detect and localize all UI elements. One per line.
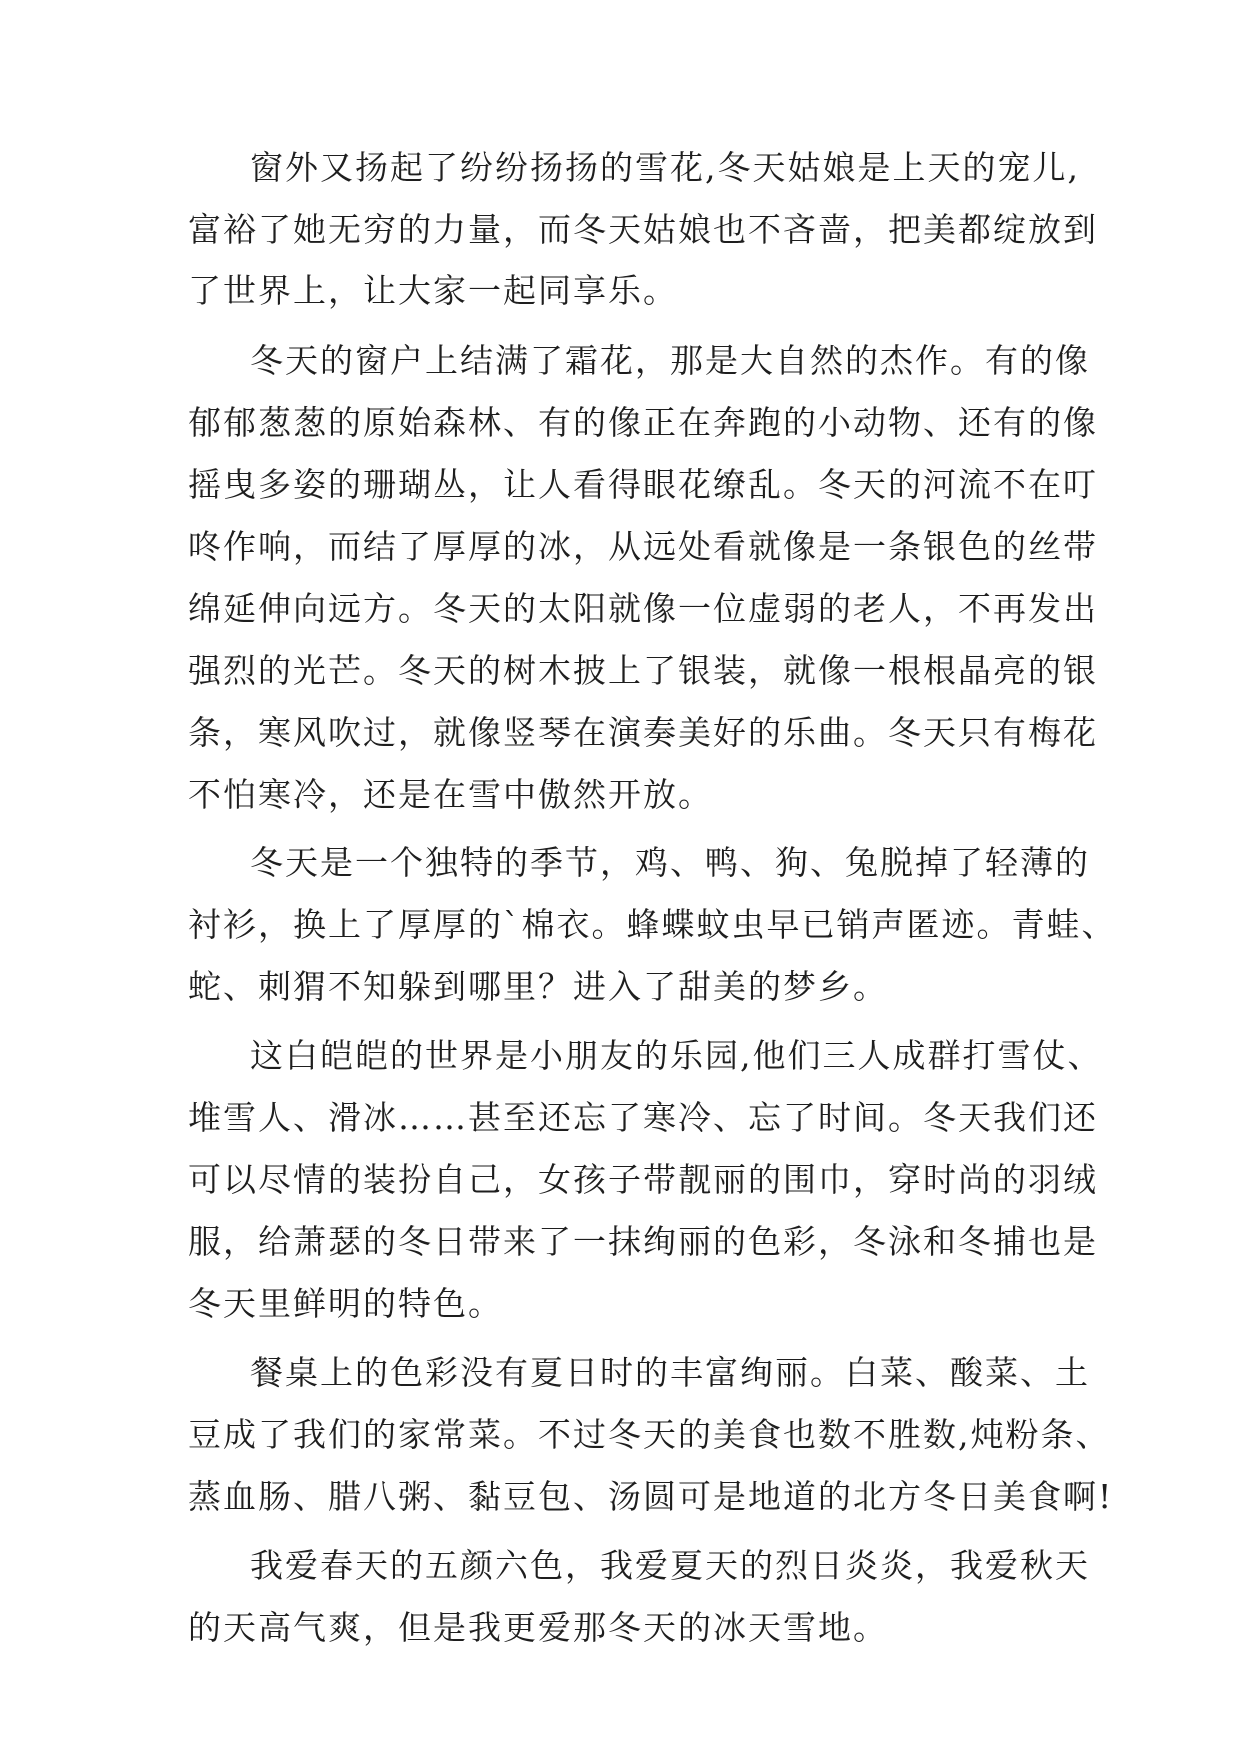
paragraph-4-line-4: 服，给萧瑟的冬日带来了一抹绚丽的色彩，冬泳和冬捕也是 bbox=[188, 1222, 1098, 1261]
paragraph-2-line-3: 摇曳多姿的珊瑚丛，让人看得眼花缭乱。冬天的河流不在叮 bbox=[188, 465, 1098, 504]
paragraph-2-line-4: 咚作响，而结了厚厚的冰，从远处看就像是一条银色的丝带 bbox=[188, 527, 1098, 566]
paragraph-5-line-1: 餐桌上的色彩没有夏日时的丰富绚丽。白菜、酸菜、土 bbox=[250, 1353, 1090, 1392]
paragraph-1-line-2: 富裕了她无穷的力量，而冬天姑娘也不吝啬，把美都绽放到 bbox=[188, 210, 1098, 249]
paragraph-2-line-6: 强烈的光芒。冬天的树木披上了银装，就像一根根晶亮的银 bbox=[188, 651, 1098, 690]
paragraph-2-line-2: 郁郁葱葱的原始森林、有的像正在奔跑的小动物、还有的像 bbox=[188, 403, 1098, 442]
paragraph-2-line-1: 冬天的窗户上结满了霜花，那是大自然的杰作。有的像 bbox=[250, 341, 1090, 380]
paragraph-4-line-5: 冬天里鲜明的特色。 bbox=[188, 1284, 503, 1323]
paragraph-6-line-2: 的天高气爽，但是我更爱那冬天的冰天雪地。 bbox=[188, 1608, 888, 1647]
paragraph-6-line-1: 我爱春天的五颜六色，我爱夏天的烈日炎炎，我爱秋天 bbox=[250, 1546, 1090, 1585]
paragraph-3-line-1: 冬天是一个独特的季节，鸡、鸭、狗、兔脱掉了轻薄的 bbox=[250, 843, 1090, 882]
paragraph-3-line-2: 衬衫，换上了厚厚的`棉衣。蜂蝶蚊虫早已销声匿迹。青蛙、 bbox=[188, 905, 1117, 944]
paragraph-1-line-1: 窗外又扬起了纷纷扬扬的雪花,冬天姑娘是上天的宠儿, bbox=[250, 148, 1080, 187]
paragraph-1-line-3: 了世界上，让大家一起同享乐。 bbox=[188, 271, 678, 310]
paragraph-2-line-5: 绵延伸向远方。冬天的太阳就像一位虚弱的老人，不再发出 bbox=[188, 589, 1098, 628]
paragraph-4-line-1: 这白皑皑的世界是小朋友的乐园,他们三人成群打雪仗、 bbox=[250, 1036, 1103, 1075]
paragraph-5-line-3: 蒸血肠、腊八粥、黏豆包、汤圆可是地道的北方冬日美食啊! bbox=[188, 1477, 1114, 1516]
paragraph-2-line-8: 不怕寒冷，还是在雪中傲然开放。 bbox=[188, 775, 713, 814]
paragraph-2-line-7: 条，寒风吹过，就像竖琴在演奏美好的乐曲。冬天只有梅花 bbox=[188, 713, 1098, 752]
paragraph-4-line-2: 堆雪人、滑冰……甚至还忘了寒冷、忘了时间。冬天我们还 bbox=[188, 1098, 1098, 1137]
paragraph-3-line-3: 蛇、刺猬不知躲到哪里？进入了甜美的梦乡。 bbox=[188, 967, 888, 1006]
paragraph-4-line-3: 可以尽情的装扮自己，女孩子带靓丽的围巾，穿时尚的羽绒 bbox=[188, 1160, 1098, 1199]
paragraph-5-line-2: 豆成了我们的家常菜。不过冬天的美食也数不胜数,炖粉条、 bbox=[188, 1415, 1111, 1454]
